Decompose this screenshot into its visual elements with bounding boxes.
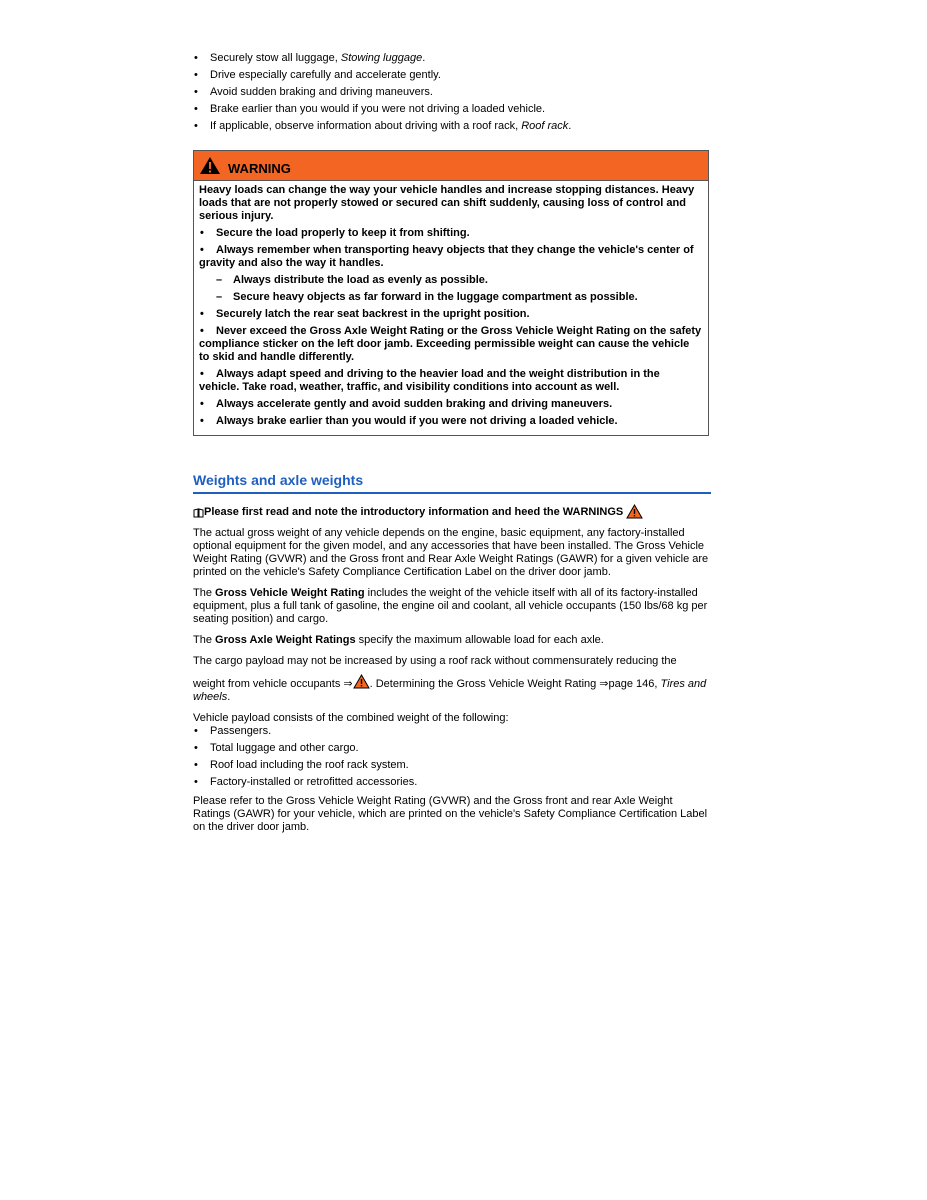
warning-triangle-icon[interactable] bbox=[626, 504, 643, 519]
warning-item: • Never exceed the Gross Axle Weight Rating or the Gross Vehicle Weight Rating on the safety compliance sticker on the left door jamb. Exceeding permissible weight can cause the vehicle to skid and handle differently. bbox=[199, 325, 702, 363]
list-item: • Securely stow all luggage, Stowing luggage. bbox=[193, 52, 711, 65]
intro-notice-text: Please first read and note the introductory information and heed the WARNINGS bbox=[204, 506, 624, 518]
warning-triangle-icon bbox=[199, 156, 221, 175]
warning-intro: Heavy loads can change the way your vehicle handles and increase stopping distances. Heavy loads that are not properly stowed or secured can shift suddenly, causing loss of control and serious injury. bbox=[199, 184, 695, 222]
list-item: • Avoid sudden braking and driving maneuvers. bbox=[193, 86, 711, 99]
list-item: • Drive especially carefully and accelerate gently. bbox=[193, 69, 711, 82]
list-item: • Brake earlier than you would if you were not driving a loaded vehicle. bbox=[193, 103, 711, 116]
paragraph-gvwr: The Gross Vehicle Weight Rating includes the weight of the vehicle itself with all of its factory-installed equipment, plus a full tank of gasoline, the engine oil and coolant, all vehicle occupants (150 lbs/68 kg per seating position) and cargo. bbox=[193, 587, 708, 625]
list-item: • Roof load including the roof rack system. bbox=[193, 759, 711, 772]
warning-item: • Always remember when transporting heavy objects that they change the vehicle's center of gravity and also the way it handles. bbox=[199, 244, 694, 269]
warning-triangle-icon[interactable] bbox=[353, 674, 370, 689]
warning-subitem: – Secure heavy objects as far forward in the luggage compartment as possible. bbox=[216, 291, 638, 303]
list-item: • Total luggage and other cargo. bbox=[193, 742, 711, 755]
cross-reference-link[interactable]: Tires and wheels bbox=[193, 678, 707, 703]
warning-header bbox=[194, 151, 708, 181]
paragraph-cargo-payload-cont: weight from vehicle occupants ⇒ . Determining the Gross Vehicle Weight Rating ⇒page 146, Tires and wheels. bbox=[193, 674, 711, 704]
warning-subitem: – Always distribute the load as evenly as possible. bbox=[216, 274, 488, 286]
intro-notice bbox=[193, 504, 711, 519]
warning-item: • Secure the load properly to keep it from shifting. bbox=[200, 227, 470, 239]
book-icon bbox=[193, 508, 204, 519]
paragraph-gross-weight: The actual gross weight of any vehicle depends on the engine, basic equipment, any factory-installed optional equipment for the given model, and any accessories that have been installed. The Gross Vehicle Weight Rating (GVWR) and the Gross front and Rear Axle Weight Ratings (GAWR) for a given vehicle are printed on the vehicle's Safety Compliance Certification Label on the driver door jamb. bbox=[193, 527, 709, 578]
paragraph-gawr: The Gross Axle Weight Ratings specify the maximum allowable load for each axle. bbox=[193, 634, 604, 646]
warning-item: • Always adapt speed and driving to the heavier load and the weight distribution in the vehicle. Take road, weather, traffic, and visibility conditions into account as well. bbox=[199, 368, 660, 393]
list-item: • If applicable, observe information about driving with a roof rack, Roof rack. bbox=[193, 120, 711, 133]
paragraph-payload-intro: Vehicle payload consists of the combined weight of the following: bbox=[193, 712, 509, 724]
payload-components-list bbox=[193, 725, 711, 789]
warning-body bbox=[194, 181, 708, 435]
section-title: Weights and axle weights bbox=[193, 472, 711, 494]
warning-title: WARNING bbox=[228, 160, 291, 176]
paragraph-cargo-payload: The cargo payload may not be increased by using a roof rack without commensurately reducing the bbox=[193, 655, 677, 667]
cross-reference-link[interactable]: Stowing luggage bbox=[340, 52, 423, 64]
warning-box bbox=[193, 150, 709, 436]
warning-item: • Always brake earlier than you would if you were not driving a loaded vehicle. bbox=[200, 415, 618, 427]
warning-item: • Securely latch the rear seat backrest in the upright position. bbox=[200, 308, 530, 320]
list-item: • Factory-installed or retrofitted accessories. bbox=[193, 776, 711, 789]
loading-tips-list bbox=[193, 52, 711, 133]
cross-reference-link[interactable]: Roof rack bbox=[521, 120, 569, 132]
manual-page-content bbox=[193, 52, 711, 834]
warning-item: • Always accelerate gently and avoid sudden braking and driving maneuvers. bbox=[200, 398, 613, 410]
paragraph-refer-label: Please refer to the Gross Vehicle Weight Rating (GVWR) and the Gross front and rear Axle Weight Ratings (GAWR) for your vehicle, which are printed on the vehicle's Safety Compliance Certification Label on the driver door jamb. bbox=[193, 795, 708, 833]
list-item: • Passengers. bbox=[193, 725, 711, 738]
